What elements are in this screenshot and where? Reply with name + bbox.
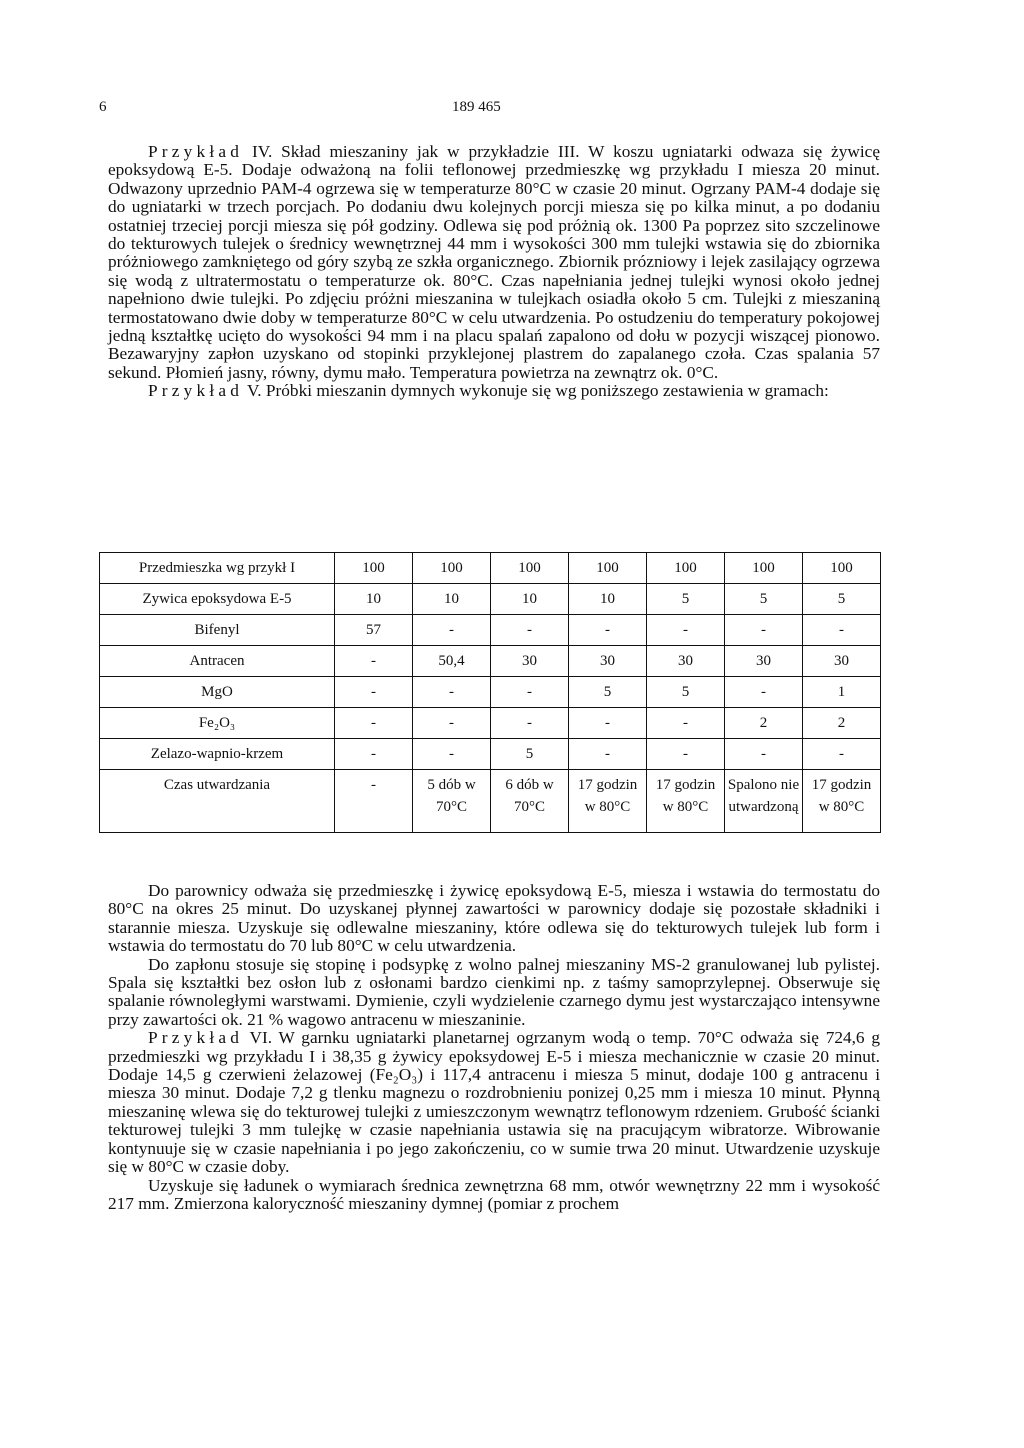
table-cell: 5 xyxy=(569,677,647,708)
table-cell: 100 xyxy=(335,553,413,584)
table-cell: 10 xyxy=(491,584,569,615)
row-label: Antracen xyxy=(100,646,335,677)
table-cell: - xyxy=(491,615,569,646)
row-label: Fe₂O₃ xyxy=(100,708,335,739)
table-cell: 57 xyxy=(335,615,413,646)
table-cell: - xyxy=(335,646,413,677)
table-cell: 2 xyxy=(803,708,881,739)
table-cell: 1 xyxy=(803,677,881,708)
table-cell: 5 xyxy=(647,677,725,708)
table-row xyxy=(100,553,881,584)
table-cell: - xyxy=(569,708,647,739)
table-cell: 5 xyxy=(803,584,881,615)
patent-number: 189 465 xyxy=(452,99,501,115)
table-cell: 50,4 xyxy=(413,646,491,677)
table-cell: - xyxy=(803,615,881,646)
row-label: Przedmieszka wg przykł I xyxy=(100,553,335,584)
table-cell: - xyxy=(413,615,491,646)
table-cell: - xyxy=(413,739,491,770)
table-cell: 100 xyxy=(413,553,491,584)
table-cell: - xyxy=(647,739,725,770)
table-cell: 100 xyxy=(569,553,647,584)
table-cell: 100 xyxy=(491,553,569,584)
table-cell: 5 dób w 70°C xyxy=(413,770,491,833)
table-cell: 17 godzin w 80°C xyxy=(569,770,647,833)
table-cell: - xyxy=(335,708,413,739)
table-row xyxy=(100,677,881,708)
table-cell: - xyxy=(803,739,881,770)
table-row xyxy=(100,584,881,615)
table-cell: - xyxy=(335,770,413,833)
paragraph-charge: Uzyskuje się ładunek o wymiarach średnica zewnętrzna 68 mm, otwór wewnętrzny 22 mm i wysokość 217 mm. Zmierzona kaloryczność mieszaniny dymnej (pomiar z prochem xyxy=(108,1175,880,1213)
row-label: Zywica epoksydowa E-5 xyxy=(100,584,335,615)
table-cell: 30 xyxy=(725,646,803,677)
table-row xyxy=(100,770,881,833)
table-cell: - xyxy=(647,708,725,739)
table-cell: 6 dób w 70°C xyxy=(491,770,569,833)
body-text-lower xyxy=(108,882,880,1213)
paragraph-ignition: Do zapłonu stosuje się stopinę i podsypkę z wolno palnej mieszaniny MS-2 granulowanej lub pylistej. Spala się kształtki bez osłon lub z osłonami bardzo cienkimi np. z taśmy samoprzylepnej. Obserwuje się spalanie równoległymi warstwami. Dymienie, czyli wydzielenie czarnego dymu jest wystarczająco intensywne przy zawartości ok. 21 % wagowo antracenu w mieszaninie. xyxy=(108,954,880,1029)
table-cell: 5 xyxy=(491,739,569,770)
table-cell: - xyxy=(569,615,647,646)
example-4-paragraph xyxy=(108,143,880,382)
table-row xyxy=(100,739,881,770)
row-label: Czas utwardzania xyxy=(100,770,335,833)
table-cell: - xyxy=(335,739,413,770)
table-row xyxy=(100,708,881,739)
example-5-text: V. Próbki mieszanin dymnych wykonuje się wg poniższego zestawienia w gramach: xyxy=(243,381,829,401)
table-cell: 17 godzin w 80°C xyxy=(647,770,725,833)
table-cell: Spalono nie utwardzoną xyxy=(725,770,803,833)
table-cell: - xyxy=(647,615,725,646)
example-4-text: IV. Skład mieszaniny jak w przykładzie III. W koszu ugniatarki odwaza się żywicę epoksydową E-5. Dodaje odważoną na folii teflonowej przedmieszkę wg przykładu I miesza 20 minut. Odwazony uprzednio PAM-4 ogrzewa się w temperaturze 80°C w czasie 20 minut. Ogrzany PAM-4 dodaje się do ugniatarki w trzech porcjach. Po dodaniu dwu kolejnych porcji miesza się po kilka minut, a po dodaniu ostatniej trzeciej porcji miesza się pół godziny. Odlewa się pod próżnią ok. 1300 Pa poprzez sito szczelinowe do tekturowych tulejek o średnicy wewnętrznej 44 mm i wysokości 300 mm tulejki wstawia się do zbiornika próżniowego zamkniętego od góry szybą ze szkła organicznego. Zbiornik prózniowy i lejek zasilający ogrzewa się wodą z ultratermostatu o temperaturze ok. 80°C. Czas napełniania jednej tulejki wynosi około jednej napełniono dwie tulejki. Po zdjęciu próżni mieszanina w tulejkach osiadła około 5 cm. Tulejki z mieszaniną termostatowano dwie doby w temperaturze 80°C w celu utwardzenia. Po ostudzeniu do temperatury pokojowej jedną kształtkę ucięto do wysokości 94 mm i na placu spalań zapalono od dołu w pozycji wiszącej pionowo. Bezawaryjny zapłon uzyskano od stopinki przyklejonej plastrem do zapalanego czoła. Czas spalania 57 sekund. Płomień jasny, równy, dymu mało. Temperatura powietrza na zewnątrz ok. 0°C. xyxy=(108,142,880,382)
table-row xyxy=(100,615,881,646)
example-6-heading: Przykład xyxy=(148,1028,244,1048)
paragraph-preparation: Do parownicy odważa się przedmieszkę i żywicę epoksydową E-5, miesza i wstawia do termostatu do 80°C na okres 25 minut. Do uzyskanej płynnej zawartości w parownicy dodaje się pozostałe składniki i starannie miesza. Uzyskuje się odlewalne mieszaniny, które odlewa się do tekturowych tulejek lub form i wstawia do termostatu do 70 lub 80°C w celu utwardzenia. xyxy=(108,881,880,956)
table-cell: - xyxy=(491,677,569,708)
table-cell: 10 xyxy=(413,584,491,615)
row-label: Zelazo-wapnio-krzem xyxy=(100,739,335,770)
table-cell: 30 xyxy=(491,646,569,677)
table-cell: - xyxy=(335,677,413,708)
table-cell: - xyxy=(569,739,647,770)
table-cell: 30 xyxy=(569,646,647,677)
table-cell: - xyxy=(725,615,803,646)
body-text-upper xyxy=(108,143,880,401)
table-cell: 10 xyxy=(569,584,647,615)
example-5-heading: Przykład xyxy=(148,381,244,401)
row-label: MgO xyxy=(100,677,335,708)
table-cell: 5 xyxy=(647,584,725,615)
table-cell: - xyxy=(725,739,803,770)
page-number: 6 xyxy=(99,99,107,115)
composition-table-body xyxy=(100,553,881,833)
table-cell: 30 xyxy=(803,646,881,677)
table-cell: 2 xyxy=(725,708,803,739)
example-5-paragraph xyxy=(108,382,880,400)
table-cell: 10 xyxy=(335,584,413,615)
table-cell: - xyxy=(413,677,491,708)
example-6-paragraph xyxy=(108,1029,880,1176)
table-cell: - xyxy=(413,708,491,739)
table-row xyxy=(100,646,881,677)
table-cell: - xyxy=(491,708,569,739)
table-cell: 100 xyxy=(803,553,881,584)
table-cell: 5 xyxy=(725,584,803,615)
table-cell: 100 xyxy=(647,553,725,584)
table-cell: 30 xyxy=(647,646,725,677)
row-label: Bifenyl xyxy=(100,615,335,646)
table-cell: - xyxy=(725,677,803,708)
table-cell: 17 godzin w 80°C xyxy=(803,770,881,833)
example-6-text: VI. W garnku ugniatarki planetarnej ogrzanym wodą o temp. 70°C odważa się 724,6 g przedmieszki wg przykładu I i 38,35 g żywicy epoksydowej E-5 i miesza mechanicznie w czasie 20 minut. Dodaje 14,5 g czerwieni żelazowej (Fe₂O₃) i 117,4 antracenu i miesza 5 minut, dodaje 100 g antracenu i miesza 30 minut. Dodaje 7,2 g tlenku magnezu o rozdrobnieniu ponizej 0,25 mm i miesza 10 minut. Płynną mieszaninę wlewa się do tekturowej tulejki z umieszczonym wewnątrz teflonowym rdzeniem. Grubość ścianki tekturowej tulejki 3 mm tulejkę w czasie napełniania ustawia się na pracującym wibratorze. Wibrowanie kontynuuje się w czasie napełniania i po jego zakończeniu, co w sumie trwa 20 minut. Utwardzenie uzyskuje się w 80°C w czasie doby. xyxy=(108,1028,880,1177)
table-cell: 100 xyxy=(725,553,803,584)
example-4-heading: Przykład xyxy=(148,142,244,161)
composition-table xyxy=(99,552,881,833)
